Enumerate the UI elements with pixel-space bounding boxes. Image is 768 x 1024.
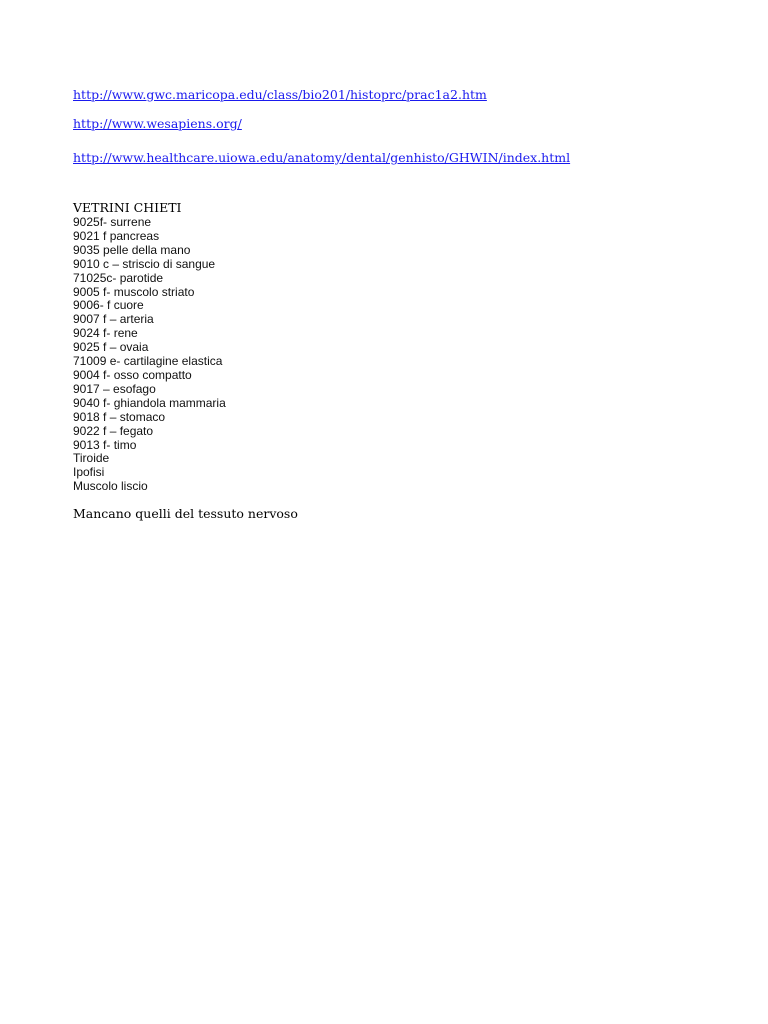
list-item: 9018 f – stomaco bbox=[73, 409, 166, 424]
list-item: 71025c- parotide bbox=[73, 270, 164, 285]
link-uiowa[interactable]: http://www.healthcare.uiowa.edu/anatomy/dental/genhisto/GHWIN/index.html bbox=[73, 150, 571, 165]
list-item: 9007 f – arteria bbox=[73, 312, 154, 327]
list-item: 71009 e- cartilagine elastica bbox=[73, 354, 223, 369]
list-item: 9006- f cuore bbox=[73, 298, 144, 313]
link-wesapiens[interactable]: http://www.wesapiens.org/ bbox=[73, 116, 242, 131]
list-item: 9010 c – striscio di sangue bbox=[73, 256, 216, 271]
list-item: 9040 f- ghiandola mammaria bbox=[73, 395, 226, 410]
list-item: 9025f- surrene bbox=[73, 215, 152, 229]
section-heading: VETRINI CHIETI bbox=[73, 200, 182, 215]
list-item: 9025 f – ovaia bbox=[73, 340, 149, 355]
list-item: 9005 f- muscolo striato bbox=[73, 284, 195, 299]
list-item: 9024 f- rene bbox=[73, 326, 138, 341]
slide-list bbox=[73, 216, 713, 494]
document-page bbox=[73, 86, 713, 522]
list-item: Ipofisi bbox=[73, 465, 105, 480]
list-item: 9035 pelle della mano bbox=[73, 242, 191, 257]
list-item: 9004 f- osso compatto bbox=[73, 367, 192, 382]
list-item: Tiroide bbox=[73, 451, 110, 466]
link-maricopa[interactable]: http://www.gwc.maricopa.edu/class/bio201/histoprc/prac1a2.htm bbox=[73, 87, 487, 102]
list-item: 9022 f – fegato bbox=[73, 423, 154, 438]
closing-note: Mancano quelli del tessuto nervoso bbox=[73, 506, 298, 522]
list-item: Muscolo liscio bbox=[73, 479, 148, 494]
list-item: 9017 – esofago bbox=[73, 381, 156, 396]
list-item: 9021 f pancreas bbox=[73, 228, 160, 243]
list-item: 9013 f- timo bbox=[73, 437, 137, 452]
